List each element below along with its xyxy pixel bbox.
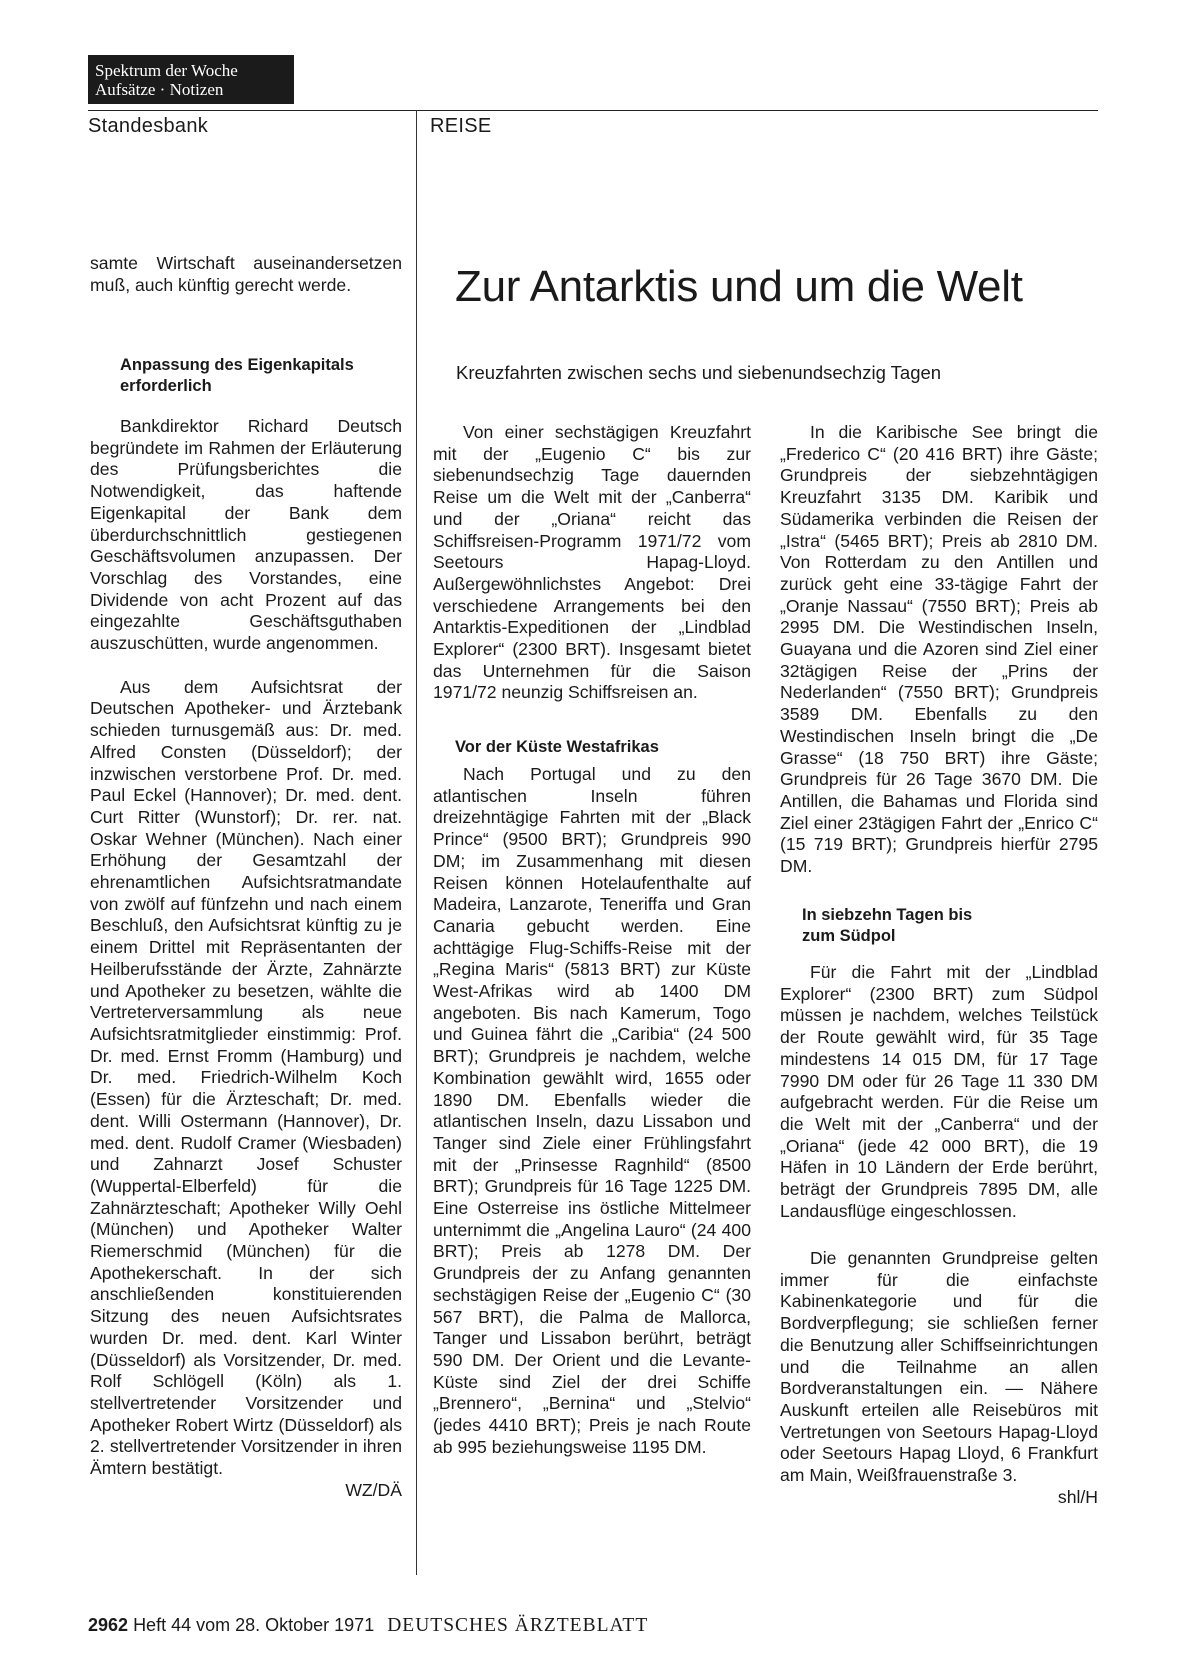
right-signature-row: [780, 1487, 1098, 1509]
right-paragraph-1: In die Karibische See bringt die „Frederico C“ (20 416 BRT) ihre Gäste; Grundpreis der siebzehntägigen Kreuzfahrt 3135 DM. Karibik und Südamerika verbinden die Reisen der „Istra“ (5465 BRT); Preis ab 2810 DM. Von Rotterdam zu den Antillen und zurück geht eine 33-tägige Fahrt der „Oranje Nassau“ (7550 BRT); Preis ab 2995 DM. Die Westindischen Inseln, Guayana und die Azoren sind Ziel einer 32tägigen Reise der „Prins der Nederlanden“ (7550 BRT); Grundpreis 3589 DM. Ebenfalls zu den Westindischen Inseln bringt die „De Grasse“ (18 750 BRT) ihre Gäste; Grundpreis für 26 Tage 3670 DM. Die Antillen, die Bahamas und Florida sind Ziel einer 23tägigen Fahrt der „Enrico C“ (15 719 BRT); Grundpreis hierfür 2795 DM.: [780, 422, 1098, 877]
section-label-right: REISE: [430, 115, 492, 137]
right-paragraph-2: Für die Fahrt mit der „Lindblad Explorer“ (2300 BRT) zum Südpol müssen je nachdem, welches Teilstück der Route gewählt wird, für 35 Tage mindestens 14 015 DM, für 17 Tage 7990 DM oder für 26 Tage 11 330 DM aufgebracht werden. Für die Reise um die Welt mit der „Canberra“ und der „Oriana“ (jede 42 000 BRT), die 19 Häfen in 10 Ländern der Erde berührt, beträgt der Grundpreis 7895 DM, alle Landausflüge eingeschlossen.: [780, 962, 1098, 1221]
left-paragraph-2: Aus dem Aufsichtsrat der Deutschen Apotheker- und Ärztebank schieden turnusgemäß aus: Dr. med. Alfred Consten (Düsseldorf); der inzwischen verstorbene Prof. Dr. med. Paul Eckel (Hannover); Dr. med. dent. Curt Ritter (Wunstorf); Dr. rer. nat. Oskar Wehner (München). Nach einer Erhöhung der Gesamtzahl der ehrenamtlichen Aufsichtsratmandate von zwölf auf fünfzehn und nach einem Beschluß, den Aufsichtsrat künftig zu je einem Drittel mit Repräsentanten der Heilberufsstände der Ärzte, Zahnärzte und Apotheker zu besetzen, wählte die Vertreterversammlung als neue Aufsichtsratmitglieder einstimmig: Prof. Dr. med. Ernst Fromm (Hamburg) und Dr. med. Friedrich-Wilhelm Koch (Essen) für die Ärzteschaft; Dr. med. dent. Willi Ostermann (Hannover), Dr. med. dent. Rudolf Cramer (Wiesbaden) und Zahnarzt Josef Schuster (Wuppertal-Elberfeld) für die Zahnärzteschaft; Apotheker Willy Oehl (München) und Apotheker Walter Riemerschmid (München) für die Apothekerschaft. In der sich anschließenden konstituierenden Sitzung des neuen Aufsichtsrates wurden Dr. med. dent. Karl Winter (Düsseldorf) als Vorsitzender, Dr. med. Rolf Schlögell (Köln) als 1. stellvertretender Vorsitzender und Apotheker Robert Wirtz (Düsseldorf) als 2. stellvertretender Vorsitzender in ihren Ämtern bestätigt.: [90, 676, 402, 1479]
middle-paragraph-1: Von einer sechstägigen Kreuzfahrt mit der „Eugenio C“ bis zur siebenundsechzig Tage dauernden Reise um die Welt mit der „Canberra“ und der „Oriana“ reicht das Schiffsreisen-Programm 1971/72 vom Seetours Hapag-Lloyd. Außergewöhnlichstes Angebot: Drei verschiedene Arrangements bei den Antarktis-Expeditionen der „Lindblad Explorer“ (2300 BRT). Insgesamt bietet das Unternehmen für die Saison 1971/72 neunzig Schiffsreisen an.: [433, 422, 751, 703]
right-body-2: [780, 962, 1098, 1222]
left-body: [90, 416, 402, 1501]
middle-paragraph-2: Nach Portugal und zu den atlantischen Inseln führen dreizehntägige Fahrten mit der „Black Prince“ (9500 BRT); Grundpreis 990 DM; im Zusammenhang mit diesen Reisen können Hotelaufenthalte auf Madeira, Lanzarote, Teneriffa und Gran Canaria gebucht werden. Eine achttägige Flug-Schiffs-Reise mit der „Regina Maris“ (5813 BRT) zur Küste West-Afrikas wird ab 1400 DM angeboten. Bis nach Kamerum, Togo und Guinea fährt die „Caribia“ (24 500 BRT); Grundpreis je nachdem, welche Kombination gewählt wird, 1655 oder 1890 DM. Ebenfalls wieder die atlantischen Inseln, dazu Lissabon und Tanger sind Ziele einer Frühlingsfahrt mit der „Prinsesse Ragnhild“ (8500 BRT); Grundpreis für 16 Tage 1225 DM. Eine Osterreise ins östliche Mittelmeer unternimmt die „Angelina Lauro“ (24 400 BRT); Preis ab 1278 DM. Der Grundpreis der zu Anfang genannten sechstägigen Reise der „Eugenio C“ (30 567 BRT), die Palma de Mallorca, Tanger und Lissabon berührt, beträgt 590 DM. Der Orient und die Levante-Küste sind Ziel der drei Schiffe „Brennero“, „Bernina“ und „Stelvio“ (jedes 4410 BRT); Preis je nach Route ab 995 beziehungsweise 1195 DM.: [433, 764, 751, 1457]
right-subheading: In siebzehn Tagen bis zum Südpol: [802, 906, 973, 945]
section-badge: [88, 55, 294, 104]
middle-subheading: Vor der Küste Westafrikas: [455, 738, 659, 756]
left-paragraph-1: Bankdirektor Richard Deutsch begründete im Rahmen der Erläuterung des Prüfungsberichtes die Notwendigkeit, das haftende Eigenkapital der Bank dem überdurchschnittlich gestiegenen Geschäftsvolumen anzupassen. Der Vorschlag des Vorstandes, eine Dividende von acht Prozent auf das eingezahlte Geschäftsguthaben auszuschütten, wurde angenommen.: [90, 416, 402, 654]
left-intro-text: [90, 253, 402, 296]
page-number: 2962: [88, 1615, 129, 1635]
page-footer: [88, 1615, 648, 1637]
left-intro-paragraph: samte Wirtschaft auseinandersetzen muß, auch künftig gerecht werde.: [90, 253, 402, 295]
right-signature: shl/H: [1057, 1486, 1098, 1507]
middle-body-2: [433, 764, 751, 1459]
right-body-3: [780, 1248, 1098, 1508]
badge-line-2: Aufsätze · Notizen: [95, 80, 224, 99]
article-title: Zur Antarktis und um die Welt: [455, 262, 1023, 311]
issue-info: Heft 44 vom 28. Oktober 1971: [133, 1615, 375, 1635]
left-subheading: Anpassung des Eigenkapitals erforderlich: [120, 356, 354, 395]
middle-body: [433, 422, 751, 704]
column-divider: [416, 110, 417, 1575]
header-rule: [88, 110, 1098, 111]
article-subtitle: Kreuzfahrten zwischen sechs und siebenundsechzig Tagen: [456, 362, 942, 383]
left-signature-row: [90, 1480, 402, 1502]
right-body: [780, 422, 1098, 878]
section-label-left: Standesbank: [88, 115, 209, 137]
left-signature: WZ/DÄ: [345, 1479, 402, 1500]
right-paragraph-3: Die genannten Grundpreise gelten immer für die einfachste Kabinenkategorie und für die Bordverpflegung; sie schließen ferner die Benutzung aller Schiffseinrichtungen und die Teilnahme an allen Bordveranstaltungen ein. — Nähere Auskunft erteilen alle Reisebüros mit Vertretungen von Seetours Hapag-Lloyd oder Seetours Hapag Lloyd, 6 Frankfurt am Main, Weißfrauenstraße 3.: [780, 1248, 1098, 1486]
badge-line-1: Spektrum der Woche: [95, 61, 238, 80]
publication-name: DEUTSCHES ÄRZTEBLATT: [387, 1615, 649, 1636]
